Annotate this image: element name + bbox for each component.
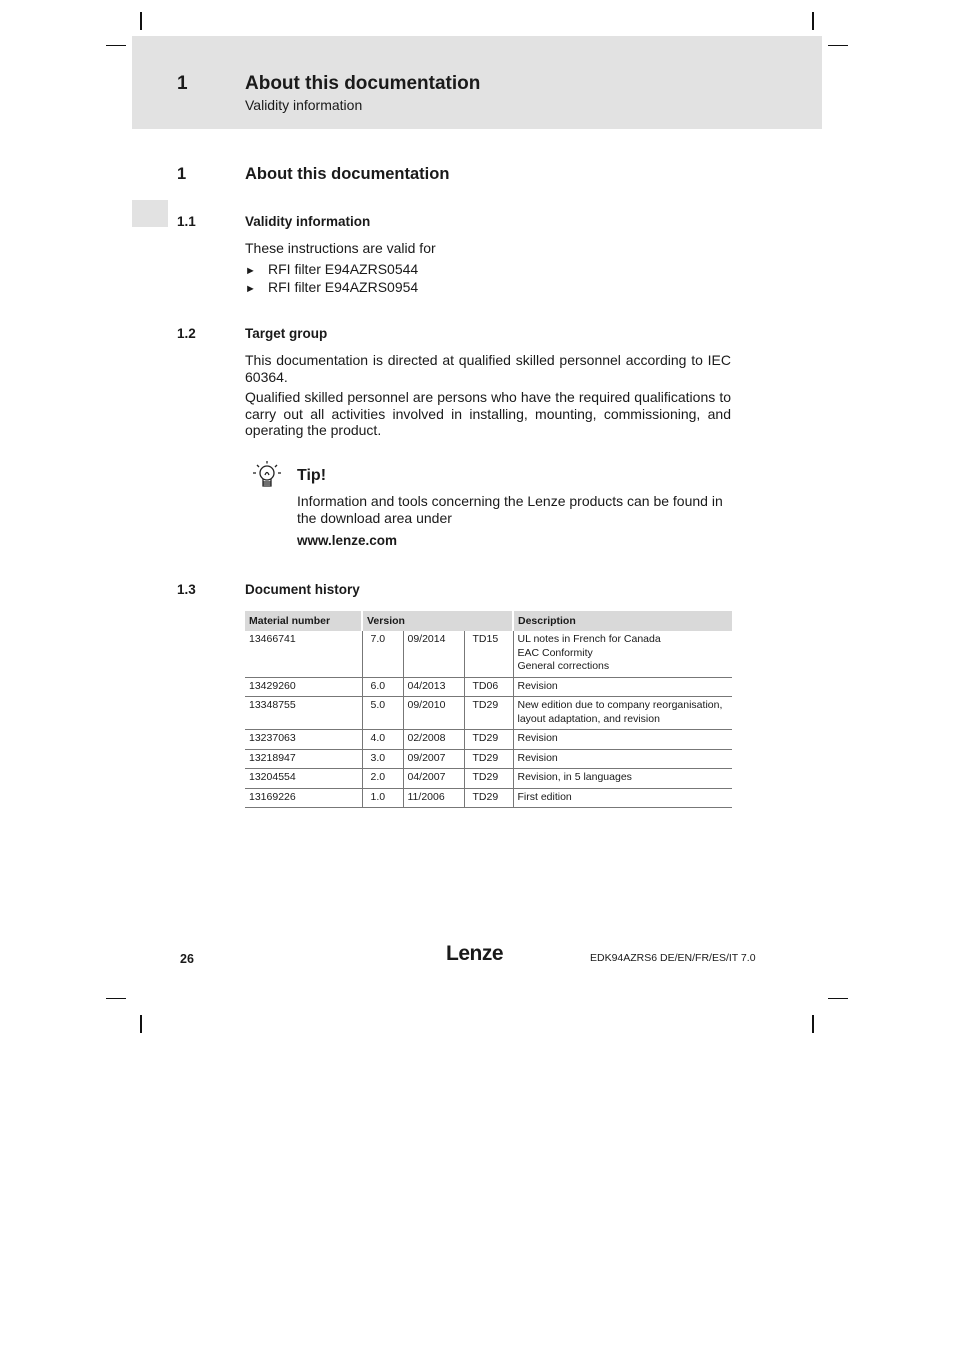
list-item-text: RFI filter E94AZRS0954 [268, 279, 419, 295]
crop-mark [828, 45, 848, 46]
version-cell: 5.0 [362, 697, 403, 730]
section-number: 1 [177, 165, 187, 183]
version-cell: 7.0 [362, 631, 403, 677]
version-cell: 2.0 [362, 769, 403, 789]
description-cell [513, 788, 732, 808]
column-header: Description [513, 611, 732, 631]
description-line: New edition due to company reorganisation, layout adaptation, and revision [517, 699, 723, 725]
table-row [245, 749, 732, 769]
page-number: 26 [180, 952, 194, 966]
document-history-table [245, 611, 732, 808]
table-row [245, 769, 732, 789]
header-chapter-number: 1 [177, 73, 188, 94]
date-cell: 04/2013 [403, 677, 464, 697]
description-line: First edition [517, 790, 572, 803]
table-row [245, 677, 732, 697]
description-cell [513, 631, 732, 677]
version-cell: 3.0 [362, 749, 403, 769]
description-cell [513, 730, 732, 750]
subsection-number: 1.1 [177, 214, 196, 229]
tip-heading: Tip! [297, 467, 327, 484]
download-link[interactable]: www.lenze.com [297, 533, 398, 548]
code-cell: TD29 [464, 788, 513, 808]
table-row [245, 697, 732, 730]
date-cell: 09/2007 [403, 749, 464, 769]
column-header: Material number [245, 611, 362, 631]
material-number-cell: 13237063 [245, 730, 362, 750]
description-cell [513, 769, 732, 789]
description-line: UL notes in French for Canada [517, 633, 661, 645]
description-line: Revision, in 5 languages [517, 771, 632, 783]
material-number-cell: 13429260 [245, 677, 362, 697]
description-line: Revision [517, 732, 558, 744]
crop-mark [828, 998, 848, 999]
column-header: Version [362, 611, 513, 631]
description-cell [513, 749, 732, 769]
subsection-title: Document history [245, 582, 360, 597]
description-line: General corrections [517, 660, 610, 672]
crop-mark [106, 998, 126, 999]
table-row [245, 788, 732, 808]
target-group-paragraph-1: This documentation is directed at qualified skilled personnel according to IEC 60364. [245, 352, 731, 385]
code-cell: TD29 [464, 749, 513, 769]
code-cell: TD29 [464, 730, 513, 750]
subsection-title: Validity information [245, 214, 371, 229]
material-number-cell: 13466741 [245, 631, 362, 677]
target-group-paragraph-2: Qualified skilled personnel are persons who have the required qualifications to carry out all activities involved in installing, mounting, commissioning, and operating the product. [245, 389, 731, 438]
bullet-arrow-icon: ► [245, 265, 256, 277]
crop-mark [140, 12, 142, 30]
list-item [245, 261, 418, 277]
crop-mark [140, 1015, 142, 1033]
description-cell [513, 697, 732, 730]
crop-mark [812, 12, 814, 30]
table-header-row [245, 611, 732, 631]
lightbulb-icon [250, 459, 284, 493]
description-cell [513, 677, 732, 697]
description-line: Revision [517, 679, 558, 692]
material-number-cell: 13348755 [245, 697, 362, 730]
tip-text: Information and tools concerning the Lenze products can be found in the download area under [297, 493, 723, 526]
subsection-title: Target group [245, 326, 328, 341]
code-cell: TD06 [464, 677, 513, 697]
crop-mark [812, 1015, 814, 1033]
subsection-number: 1.2 [177, 326, 196, 341]
date-cell: 04/2007 [403, 769, 464, 789]
code-cell: TD29 [464, 769, 513, 789]
header-chapter-title: About this documentation [245, 73, 481, 94]
description-line: EAC Conformity [517, 646, 593, 659]
document-reference: EDK94AZRS6 DE/EN/FR/ES/IT 7.0 [590, 952, 756, 964]
date-cell: 09/2014 [403, 631, 464, 677]
version-cell: 1.0 [362, 788, 403, 808]
date-cell: 02/2008 [403, 730, 464, 750]
table-row [245, 730, 732, 750]
section-title: About this documentation [245, 165, 450, 183]
list-item-text: RFI filter E94AZRS0544 [268, 261, 419, 277]
subsection-number: 1.3 [177, 582, 196, 597]
validity-intro: These instructions are valid for [245, 240, 436, 256]
list-item [245, 279, 418, 295]
lenze-logo: Lenze [446, 942, 504, 965]
material-number-cell: 13204554 [245, 769, 362, 789]
bullet-arrow-icon: ► [245, 283, 256, 295]
code-cell: TD15 [464, 631, 513, 677]
date-cell: 09/2010 [403, 697, 464, 730]
chapter-side-marker [132, 200, 168, 227]
material-number-cell: 13169226 [245, 788, 362, 808]
material-number-cell: 13218947 [245, 749, 362, 769]
table-row [245, 631, 732, 677]
crop-mark [106, 45, 126, 46]
description-line: Revision [517, 751, 558, 764]
header-subtitle: Validity information [245, 97, 363, 113]
date-cell: 11/2006 [403, 788, 464, 808]
code-cell: TD29 [464, 697, 513, 730]
version-cell: 6.0 [362, 677, 403, 697]
version-cell: 4.0 [362, 730, 403, 750]
